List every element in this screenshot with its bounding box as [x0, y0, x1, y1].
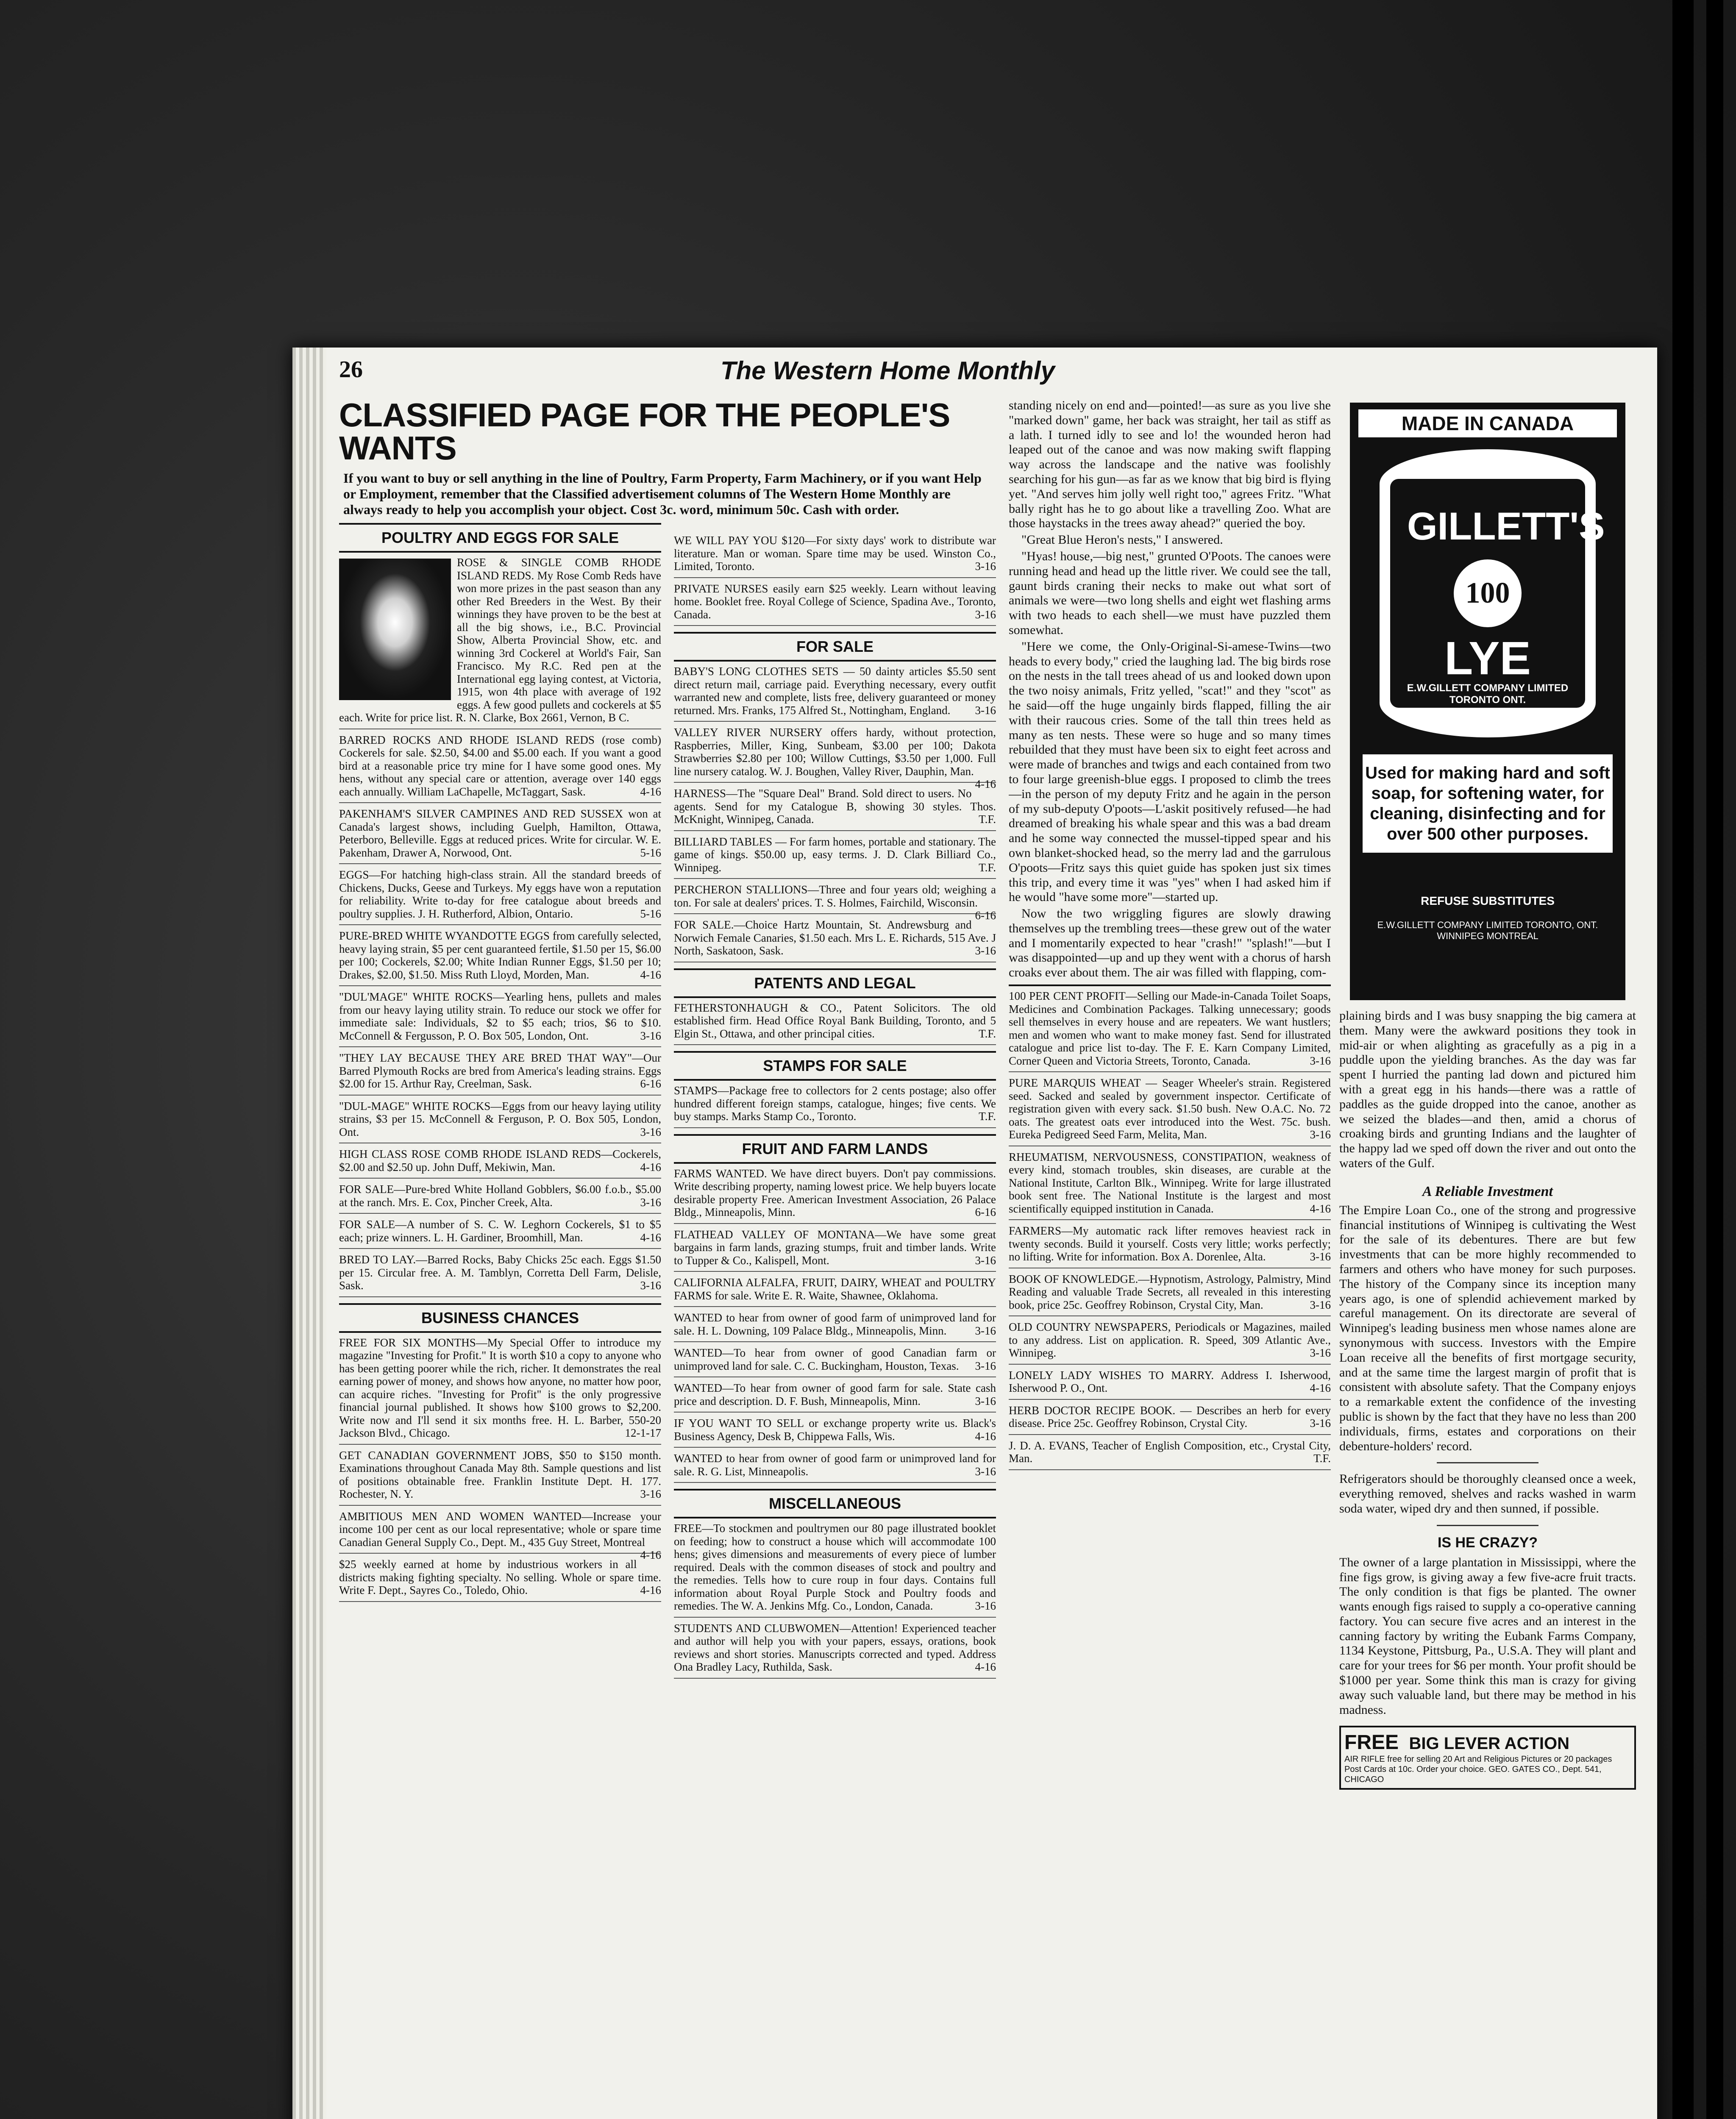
divider: [1437, 1525, 1538, 1526]
classified-ad: FLATHEAD VALLEY OF MONTANA—We have some great bargains in farm lands, grazing stumps, fruit and timber lands. Write to Tupper & Co., Kalispell, Mont. 3-16: [674, 1228, 996, 1272]
air-rifle-advertisement: [1339, 1726, 1636, 1790]
section-heading-for-sale: FOR SALE: [674, 632, 996, 662]
classified-ad: BILLIARD TABLES — For farm homes, portable and stationary. The game of kings. $50.00 up, easy terms. J. D. Clark Billiard Co., Winnipeg. T.F.: [674, 835, 996, 879]
classified-title: CLASSIFIED PAGE FOR THE PEOPLE'S WANTS: [339, 396, 950, 467]
page-header: [339, 356, 1636, 390]
classified-ad: PAKENHAM'S SILVER CAMPINES AND RED SUSSEX won at Canada's largest shows, including Guelph, Hamilton, Ottawa, Peterboro, Belleville. Eggs at reduced prices. Write for circular. W. E. Pakenham, Drawer A, Norwood, Ont. 5-16: [339, 807, 661, 864]
classified-ad: $25 weekly earned at home by industrious workers in all districts making fighting specialty. No selling. Whole or spare time. Write F. Dept., Sayres Co., Toledo, Ohio. 4-16: [339, 1558, 661, 1602]
column-3: [1009, 398, 1331, 2119]
classified-ad: "THEY LAY BECAUSE THEY ARE BRED THAT WAY"—Our Barred Plymouth Rocks are bred from America's leading strains. Eggs $2.00 for 15. Arthur Ray, Creelman, Sask. 6-16: [339, 1051, 661, 1096]
classified-ad: BRED TO LAY.—Barred Rocks, Baby Chicks 25c each. Eggs $1.50 per 15. Circular free. A. M. Tamblyn, Corretta Dell Farm, Delisle, Sask. 3-16: [339, 1253, 661, 1297]
classified-ad: LONELY LADY WISHES TO MARRY. Address I. Isherwood, Isherwood P. O., Ont. 4-16: [1009, 1369, 1331, 1400]
classified-ad: EGGS—For hatching high-class strain. All the standard breeds of Chickens, Ducks, Geese and Turkeys. My eggs have won a reputation for reliability. Write to-day for free catalogue about breeds and poultry supplies. J. H. Rutherford, Albion, Ontario. 5-16: [339, 868, 661, 925]
rooster-photo: [339, 559, 451, 700]
classified-ad: STUDENTS AND CLUBWOMEN—Attention! Experienced teacher and author will help you with your papers, essays, orations, book reviews and short stories. Manuscripts corrected and typed. Address Ona Bradley Lacy, Ruthilda, Sask. 4-16: [674, 1622, 996, 1679]
classified-ad: AMBITIOUS MEN AND WOMEN WANTED—Increase your income 100 per cent as our local representative; whole or spare time Canadian General Supply Co., Dept. M., 435 Guy Street, Montreal 4-16: [339, 1510, 661, 1562]
refrigerators-text: Refrigerators should be thoroughly cleansed once a week, everything removed, shelves and racks washed in warm soda water, wiped dry and then sunned, if possible.: [1339, 1472, 1636, 1516]
classified-ad: WANTED—To hear from owner of good Canadian farm or unimproved land for sale. C. C. Buckingham, Houston, Texas. 3-16: [674, 1346, 996, 1377]
classified-ad: BARRED ROCKS AND RHODE ISLAND REDS (rose comb) Cockerels for sale. $2.50, $4.00 and $5.00 each. If you want a good bird at a reasonable price try mine for I have some good ones. My hens, without any special care or attention, average over 140 eggs each annually. William LaChapelle, McTaggart, Sask. 4-16: [339, 734, 661, 804]
classified-ad: "DUL'MAGE" WHITE ROCKS—Yearling hens, pullets and males from our heavy laying utility strain. To reduce our stock we offer for immediate sale: Individuals, $2 to $5 each; trios, $6 to $10. McConnell & Fergusson, P. O. Box 505, London, Ont. 3-16: [339, 990, 661, 1047]
classified-ad: GET CANADIAN GOVERNMENT JOBS, $50 to $150 month. Examinations throughout Canada May 8th. Sample questions and list of positions obtainable free. Franklin Institute Dept. H. 177. Rochester, N. Y. 3-16: [339, 1449, 661, 1506]
classified-ad: HIGH CLASS ROSE COMB RHODE ISLAND REDS—Cockerels, $2.00 and $2.50 up. John Duff, Mekiwin, Man. 4-16: [339, 1148, 661, 1179]
gillett-lye-advertisement: [1350, 403, 1625, 1000]
classified-ad: PURE-BRED WHITE WYANDOTTE EGGS from carefully selected, heavy laying strain, $5 per cent guaranteed fertile, $1.50 per 15, $6.00 per 100; Cockerels, $2.00; White Indian Runner Eggs, $1.50 per 10; Drakes, $2.00, $1.50. Miss Ruth Lloyd, Morden, Man. 4-16: [339, 929, 661, 986]
story-text: standing nicely on end and—pointed!—as sure as you live she "marked down" game, her back was straight, her tail as stiff as a lath. I turned idly to see and lo! the wounded heron had leaped out of the canoe and was now making swift flapping way across the landscape and the native was foolishly searching for his gun—as far as we know that big bird is flying yet. "And serves him jolly well right too," agrees Fritz. "What bally right has he to go about like a travelling Zoo. What are those haystacks in the trees away ahead?" queried the boy. "Great Blue Heron's nests," I answered. "Hyas! house,—big nest," grunted O'Poots. The canoes were running head and head up the little river. We could see the tall, gaunt birds craning their necks to make out what sort of animals we were—two long shells and eight wet flashing arms with two heads to each shell—we must have puzzled them somewhat. "Here we come, the Only-Original-Si-amese-Twins—two heads to every body," cried the laughing lad. The big birds rose on the nests in the tall trees ahead of us and looked down upon the two noisy animals, Fritz yelled, "scat!" and they "scot" as he said—off the huge ungainly birds flapped, filling the air with their raucous cries. Some of the tall thin trees held as many as ten nests. These were so huge and so many times rebuilded that they must have been six to eight feet across and were made of branches and twigs and each contained from two to four large greenish-blue eggs. I proposed to climb the trees—in the person of my deputy Fritz and he again in the person of my sub-deputy O'poots—L'askit positively refused—he had dreamed of breaking his whale spear and this was a bad dream and he some way connected the mussel-tipped spear and his own blanket-shocked head, so the merry lad and the garrulous O'poots—Fritz says this quiet guide has spoken just six times this trip, and every time it was "yes" when I had asked him if he would "have some more"—started up. Now the two wriggling figures are slowly drawing themselves up the trembling trees—these grew out of the water and I momentarily expected to hear "crash!" "splash!"—but I was disappointed—up and up they went with a chorus of harsh croaks ever about them. The air was filled with flapping, com-: [1009, 398, 1331, 980]
investment-text: The Empire Loan Co., one of the strong and progressive financial institutions of Winnipeg is cultivating the West for the sale of its debentures. There are but few investments that can be more highly recommended to farmers and others who have money for such purposes. The history of the Company since its inception many years ago, is one of splendid achievement marked by careful management. On its directorate are several of Winnipeg's leading business men whose names alone are synonymous with success. Investors with the Empire Loan receive all the benefits of first mortgage security, and at the same time the largest margin of profit that is consistent with absolute safety. That the Company enjoys to a remarkable extent the confidence of the investing public is shown by the fact that they have no less than 200 individuals, firms, estates and corporations on their debenture-holders' record.: [1339, 1203, 1636, 1453]
classified-ad: WANTED to hear from owner of good farm of unimproved land for sale. H. L. Downing, 109 Palace Bldg., Minneapolis, Minn. 3-16: [674, 1311, 996, 1342]
masthead: The Western Home Monthly: [721, 356, 1055, 385]
crazy-text: The owner of a large plantation in Mississippi, where the fine figs grow, is giving away a few five-acre fruit tracts. The only condition is that figs be planted. The owner wants enough figs raised to supply a co-operative canning factory. You can secure five acres and an interest in the canning factory by writing the Eubank Farms Company, 1134 Keystone, Pittsburg, Pa., U.S.A. They will plant and care for your trees for $6 per month. Your profit should be $1000 per year. Some think this man is crazy for giving away such valuable land, but there may be method in his madness.: [1339, 1555, 1636, 1717]
classified-ad: VALLEY RIVER NURSERY offers hardy, without protection, Raspberries, Miller, King, Sunbeam, $3.00 per 100; Dakota Strawberries $2.80 per 100; Willow Cuttings, $3.50 per 1,000. Full line nursery catalog. W. J. Boughen, Valley River, Dauphin, Man. 4-16: [674, 726, 996, 790]
classified-ad: FOR SALE—A number of S. C. W. Leghorn Cockerels, $1 to $5 each; prize winners. L. H. Gardiner, Broomhill, Man. 4-16: [339, 1218, 661, 1249]
classified-ad: BABY'S LONG CLOTHES SETS — 50 dainty articles $5.50 sent direct return mail, carriage paid. Everything necessary, every outfit warranted new and complete, lists free, delivery guaranteed or money returned. Mrs. Franks, 175 Alfred St., Nottingham, England. 3-16: [674, 665, 996, 722]
section-heading-business: BUSINESS CHANCES: [339, 1303, 661, 1333]
classified-ad: PRIVATE NURSES easily earn $25 weekly. Learn without leaving home. Booklet free. Royal College of Science, Spadina Ave., Toronto, Canada. 3-16: [674, 582, 996, 626]
refuse-substitutes: REFUSE SUBSTITUTES: [1421, 894, 1555, 907]
column-2: [674, 534, 996, 2119]
product-name: LYE: [1444, 632, 1531, 684]
section-heading-fruit-farm: FRUIT AND FARM LANDS: [674, 1134, 996, 1164]
classified-ad: 100 PER CENT PROFIT—Selling our Made-in-Canada Toilet Soaps, Medicines and Combination Packages. Talking unnecessary; goods sell themselves in every house and are repeaters. We want hustlers; men and women who want to make money fast. Send for illustrated catalogue and price list to-day. The F. E. Karn Company Limited, Corner Queen and Victoria Streets, Toronto, Canada. 3-16: [1009, 990, 1331, 1072]
classified-ad: FETHERSTONHAUGH & CO., Patent Solicitors. The old established firm. Head Office Royal Bank Building, Toronto, and 5 Elgin St., Ottawa, and other principal cities. T.F.: [674, 1001, 996, 1046]
classified-ad: J. D. A. EVANS, Teacher of English Composition, etc., Crystal City, Man. T.F.: [1009, 1439, 1331, 1470]
page-content: [339, 356, 1636, 2119]
classified-ad: FARMS WANTED. We have direct buyers. Don't pay commissions. Write describing property, naming lowest price. We help buyers locate desirable property Free. American Investment Association, 26 Palace Bldg., Minneapolis, Minn. 6-16: [674, 1167, 996, 1224]
classified-ad: FARMERS—My automatic rack lifter removes heaviest rack in twenty seconds. Build it yourself. Costs very little; works perfectly; no lifting. Write for information. Box A. Dorenlee, Alta. 3-16: [1009, 1224, 1331, 1268]
page-number: 26: [339, 356, 363, 383]
section-heading-misc: MISCELLANEOUS: [674, 1489, 996, 1518]
classified-ad: PERCHERON STALLIONS—Three and four years old; weighing a ton. For sale at dealers' prices. T. S. Holmes, Fairchild, Wisconsin. 6-16: [674, 883, 996, 922]
lye-can-illustration: [1380, 449, 1605, 737]
can-company: E.W.GILLETT COMPANY LIMITED TORONTO ONT.: [1407, 682, 1569, 706]
story-continuation: plaining birds and I was busy snapping the big camera at them. Many were the awkward positions they took in mid-air or when alighting as gracefully as a pig in a puddle upon the yielding branches. As the day was far spent I hurried the panting lad down and pictured him with a great egg in his hands—there was a rattle of paddles as the guide dropped into the canoe, another as we seized the blades—and then, amid a chorus of croaking birds and grunting Indians and the laughter of the happy lad we sped off down the river and out onto the waters of the Gulf.: [1339, 1009, 1636, 1170]
classified-ad: STAMPS—Package free to collectors for 2 cents postage; also offer hundred different foreign stamps, catalogue, hinges; five cents. We buy stamps. Marks Stamp Co., Toronto. T.F.: [674, 1084, 996, 1128]
magazine-page: [292, 348, 1657, 2119]
classified-ad: PURE MARQUIS WHEAT — Seager Wheeler's strain. Registered seed. Sacked and sealed by government inspector. Certificate of registration given with every sack. $1.50 bush. New O.A.C. No. 72 oats. The greatest oats ever introduced into the West. 75c. bush. Eureka Pedigreed Seed Farm, Melita, Man. 3-16: [1009, 1076, 1331, 1146]
film-edge: [1660, 0, 1736, 2119]
classified-ad: CALIFORNIA ALFALFA, FRUIT, DAIRY, WHEAT and POULTRY FARMS for sale. Write E. R. Waite, Shawnee, Oklahoma.: [674, 1276, 996, 1307]
classified-ad: OLD COUNTRY NEWSPAPERS, Periodicals or Magazines, mailed to any address. List on application. R. Speed, 309 Atlantic Ave., Winnipeg. 3-16: [1009, 1321, 1331, 1365]
crazy-heading: IS HE CRAZY?: [1437, 1534, 1538, 1551]
classified-ad: WANTED to hear from owner of good farm or unimproved land for sale. R. G. List, Minneapolis. 3-16: [674, 1452, 996, 1483]
rifle-text: AIR RIFLE free for selling 20 Art and Religious Pictures or 20 packages Post Cards at 10c. Order your choice. GEO. GATES CO., Dept. 541, CHICAGO: [1344, 1755, 1612, 1785]
classified-ad: "DUL-MAGE" WHITE ROCKS—Eggs from our heavy laying utility strains, $3 per 15. McConnell & Ferguson, P. O. Box 505, London, Ont. 3-16: [339, 1100, 661, 1144]
classified-ad: WANTED—To hear from owner of good farm for sale. State cash price and description. D. F. Bush, Minneapolis, Minn. 3-16: [674, 1382, 996, 1413]
classified-ad: FREE FOR SIX MONTHS—My Special Offer to introduce my magazine "Investing for Profit." It is worth $10 a copy to anyone who has been getting poorer while the rich, richer. It demonstrates the real earning power of money, and shows how anyone, no matter how poor, can acquire riches. "Investing for Profit" is the only progressive financial journal published. It shows how $100 grows to $2,200. Write now and I'll send it six months free. H. L. Barber, 550-20 Jackson Blvd., Chicago. 12-1-17: [339, 1336, 661, 1445]
section-heading-poultry: POULTRY AND EGGS FOR SALE: [339, 523, 661, 553]
classified-ad: FOR SALE.—Choice Hartz Mountain, St. Andrewsburg and Norwich Female Canaries, $1.50 each. Mrs L. E. Richards, 515 Ave. J North, Saskatoon, Sask. 3-16: [674, 918, 996, 962]
section-heading-stamps: STAMPS FOR SALE: [674, 1051, 996, 1081]
brand-name: GILLETT'S: [1407, 505, 1605, 548]
classified-ad: IF YOU WANT TO SELL or exchange property write us. Black's Business Agency, Desk B, Chippewa Falls, Wis. 4-16: [674, 1417, 996, 1448]
rifle-title: BIG LEVER ACTION: [1409, 1734, 1570, 1753]
classified-ad: RHEUMATISM, NERVOUSNESS, CONSTIPATION, weakness of every kind, stomach troubles, skin diseases, are curable at the National Institute, Carlton Blk., Winnipeg. Write for large illustrated book sent free. The National Institute is the largest and most scientifically equipped institution in Canada. 4-16: [1009, 1151, 1331, 1221]
page-binding: [292, 348, 326, 2119]
classified-intro: If you want to buy or sell anything in the line of Poultry, Farm Property, Farm Machinery, or if you want Help or Employment, remember that the Classified advertisement columns of The Western Home Monthly are always ready to help you accomplish your object. Cost 3c. word, minimum 50c. Cash with order.: [343, 470, 982, 517]
uses-text: Used for making hard and soft soap, for softening water, for cleaning, disinfecting and for over 500 other purposes.: [1363, 754, 1613, 853]
classified-ad: HARNESS—The "Square Deal" Brand. Sold direct to users. No agents. Send for my Catalogue B, showing 30 styles. Thos. McKnight, Winnipeg, Canada. T.F.: [674, 787, 996, 831]
classified-ad: WE WILL PAY YOU $120—For sixty days' work to distribute war literature. Man or woman. Spare time may be used. Winston Co., Limited, Toronto. 3-16: [674, 534, 996, 578]
classified-ad: FOR SALE—Pure-bred White Holland Gobblers, $6.00 f.o.b., $5.00 at the ranch. Mrs. E. Cox, Pincher Creek, Alta. 3-16: [339, 1183, 661, 1214]
classified-ad: FREE—To stockmen and poultrymen our 80 page illustrated booklet on feeding; how to construct a house which will accommodate 100 hens; gives dimensions and measurements of every piece of lumber required. Deals with the common diseases of stock and poultry and the remedies. Tells how to cure roup in four days. Contains full information about Royal Purple Stock and Poultry foods and remedies. The W. A. Jenkins Mfg. Co., London, Canada. 3-16: [674, 1522, 996, 1618]
investment-heading: A Reliable Investment: [1422, 1183, 1553, 1199]
made-in-canada-banner: MADE IN CANADA: [1358, 409, 1617, 437]
lion-emblem: 100: [1454, 559, 1522, 627]
free-label: FREE: [1344, 1731, 1399, 1754]
classified-ad: BOOK OF KNOWLEDGE.—Hypnotism, Astrology, Palmistry, Mind Reading and valuable Trade Secrets, all revealed in this interesting book, price 25c. Geoffrey Robinson, Crystal City, Man. 3-16: [1009, 1273, 1331, 1317]
maker-address: E.W.GILLETT COMPANY LIMITED TORONTO, ONT. WINNIPEG MONTREAL: [1377, 920, 1598, 941]
column-4: [1339, 398, 1636, 2119]
section-heading-patents: PATENTS AND LEGAL: [674, 968, 996, 998]
classified-ad: HERB DOCTOR RECIPE BOOK. — Describes an herb for every disease. Price 25c. Geoffrey Robinson, Crystal City. 3-16: [1009, 1404, 1331, 1435]
divider: [1437, 1462, 1538, 1463]
classified-ad: ROSE & SINGLE COMB RHODE ISLAND REDS. My Rose Comb Reds have won more prizes in the past season than any other Red Breeders in the West. By their winnings they have proven to be the best at all the big shows, i.e., B.C. Provincial Show, Alberta Provincial Show, etc. and winning 3rd Cockerel at World's Fair, San Francisco. My R.C. Red pen at the International egg laying contest, at Victoria, 1915, won 4th place with average of 192 eggs. A few good pullets and cockerels at $5 each. Write for price list. R. N. Clarke, Box 2661, Vernon, B C.: [339, 556, 661, 729]
